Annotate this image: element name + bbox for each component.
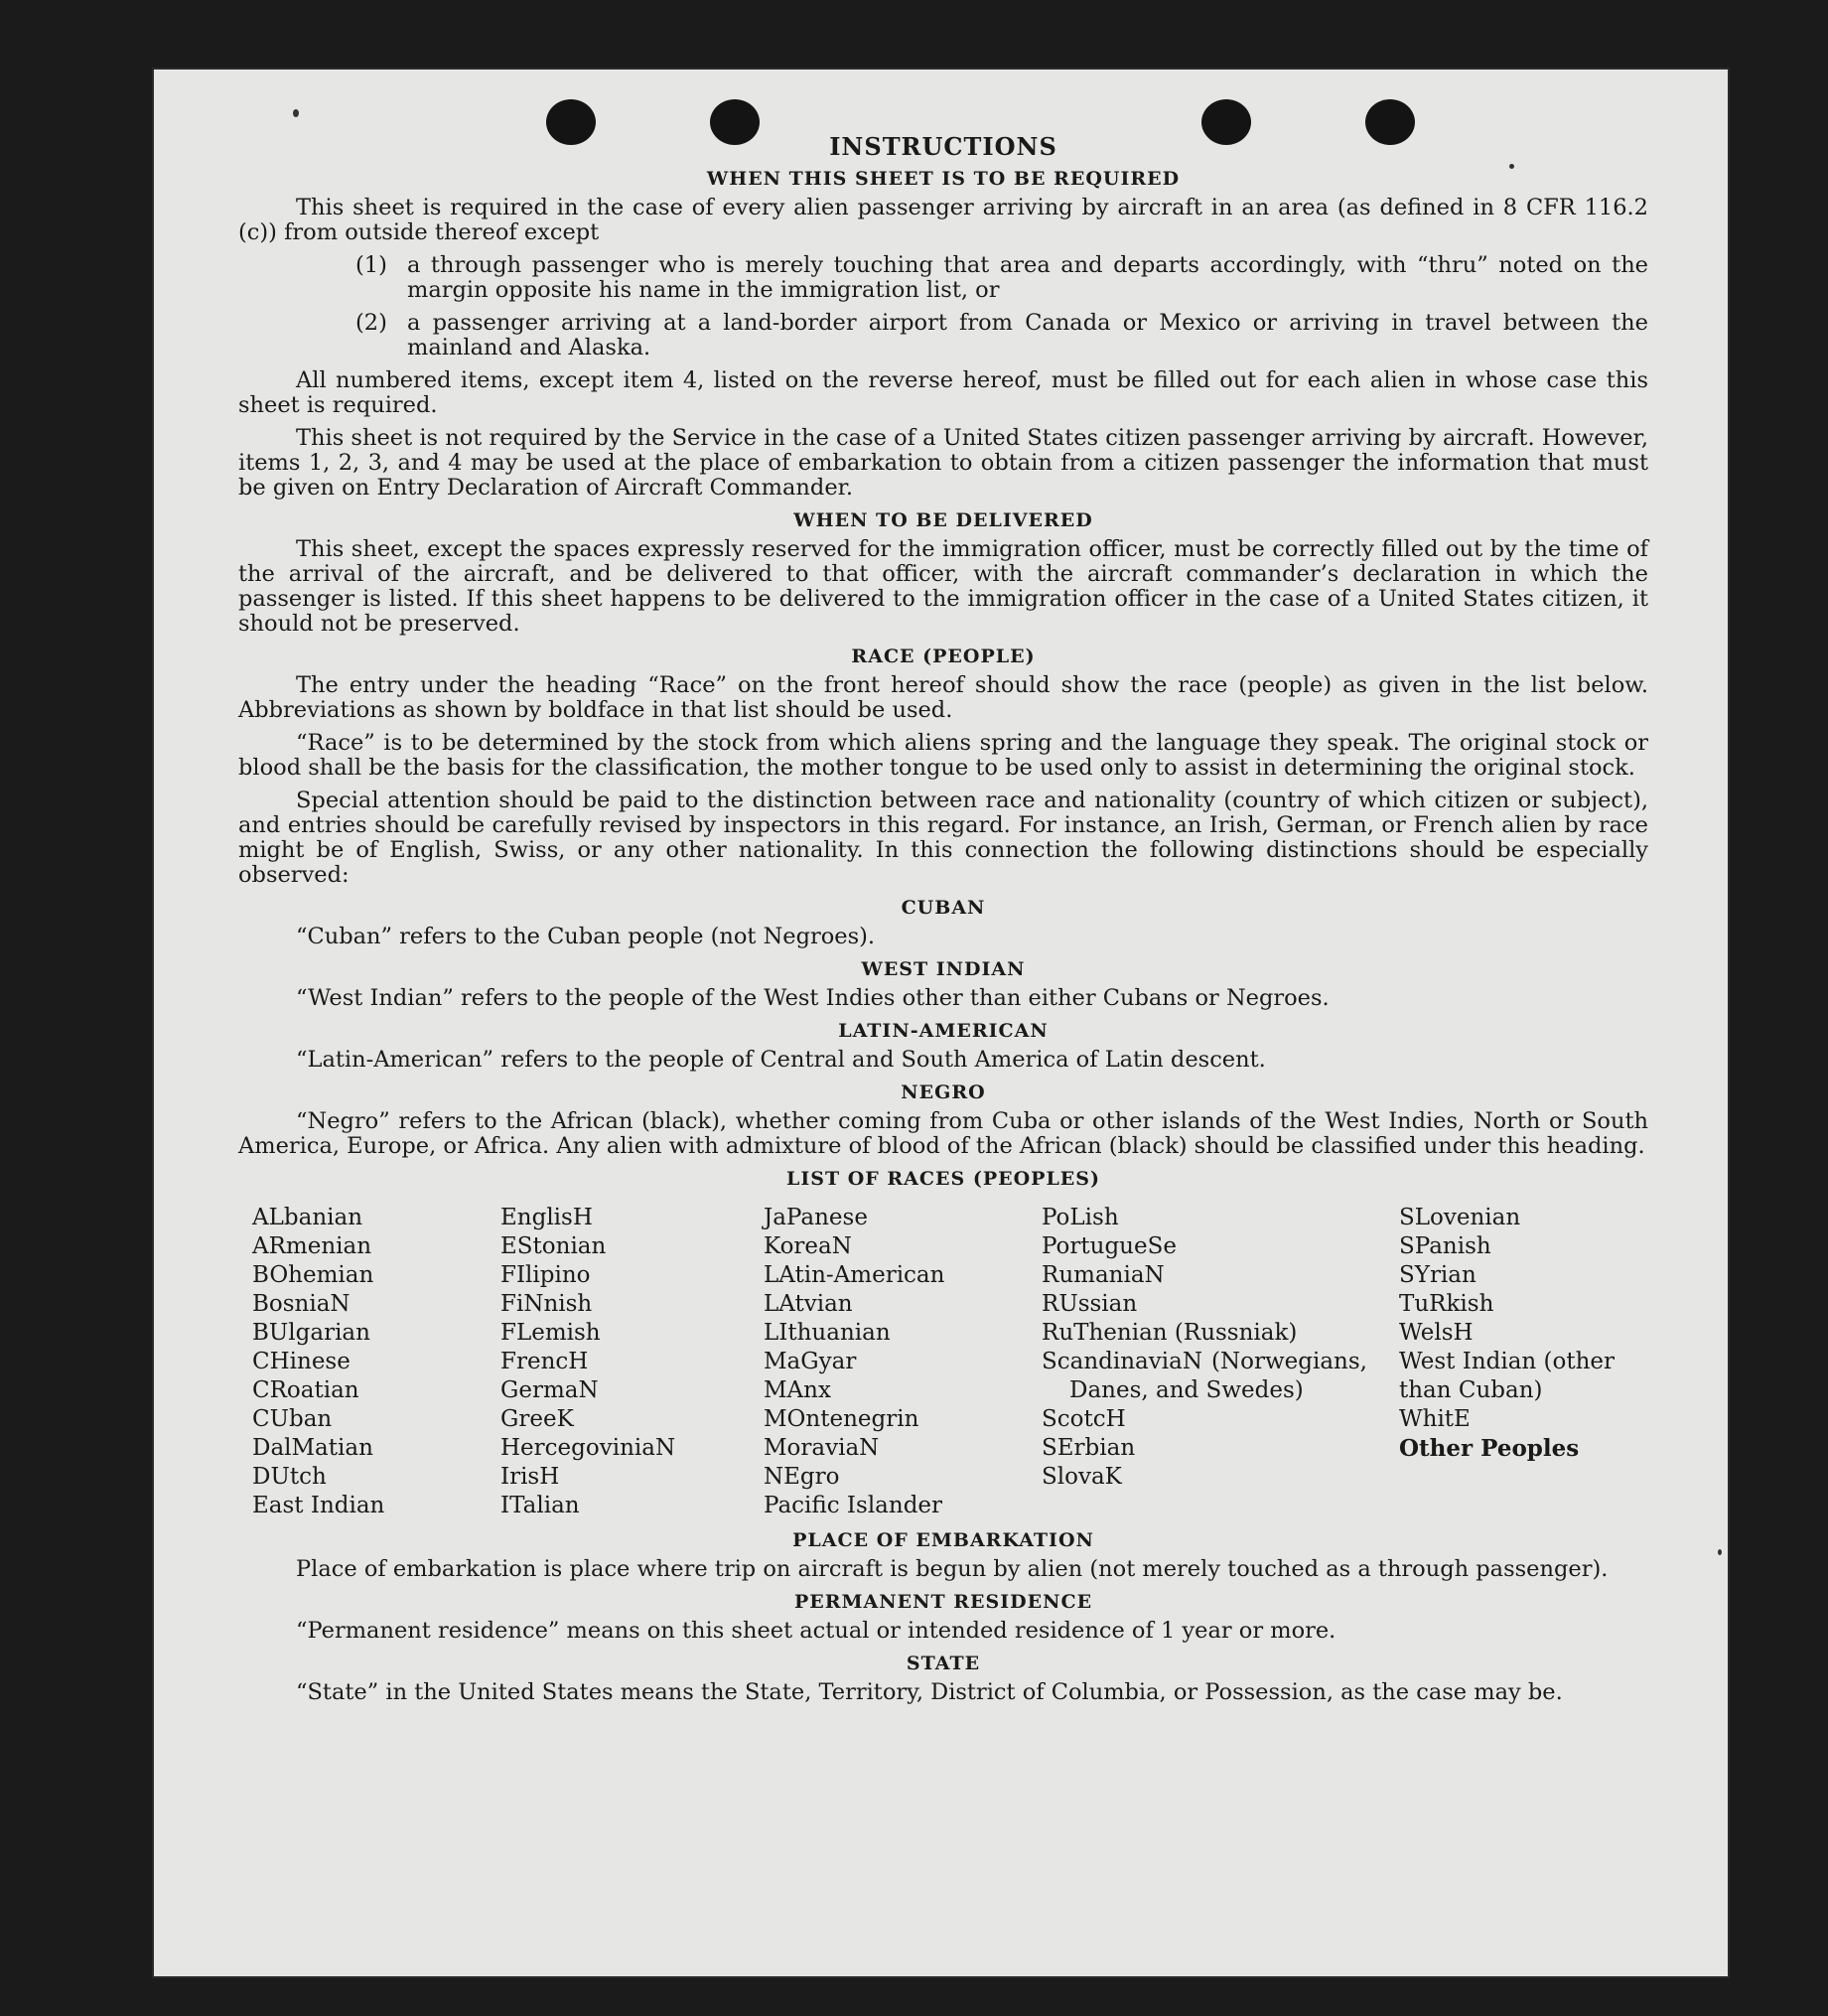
race-entry: PoLish bbox=[1042, 1205, 1119, 1230]
race-column bbox=[764, 1204, 1042, 1520]
race-entry: NEgro bbox=[764, 1464, 840, 1490]
section-heading: PLACE OF EMBARKATION bbox=[792, 1529, 1094, 1551]
race-entry: EStonian bbox=[500, 1233, 607, 1259]
race-entry: SlovaK bbox=[1042, 1464, 1122, 1490]
paragraph: This sheet is not required by the Service in the case of a United States citizen passenger arriving by aircraft. However, items 1, 2, 3, and 4 may be used at the place of embarkation to obtain from a citizen passenger the information that must be given on Entry Declaration of Aircraft Commander. bbox=[238, 425, 1648, 501]
paragraph: “Latin-American” refers to the people of Central and South America of Latin descent. bbox=[296, 1047, 1266, 1073]
race-entry: GreeK bbox=[500, 1406, 574, 1432]
section-heading: LIST OF RACES (PEOPLES) bbox=[786, 1168, 1100, 1190]
section-heading: LATIN-AMERICAN bbox=[838, 1020, 1049, 1042]
section-heading: WHEN THIS SHEET IS TO BE REQUIRED bbox=[706, 168, 1181, 190]
race-entry: BOhemian bbox=[252, 1262, 374, 1288]
race-entry: Other Peoples bbox=[1399, 1435, 1580, 1462]
race-entry: PortugueSe bbox=[1042, 1233, 1177, 1259]
race-entry: SYrian bbox=[1399, 1262, 1476, 1288]
section-heading: NEGRO bbox=[901, 1081, 986, 1103]
race-entry: BUlgarian bbox=[252, 1320, 370, 1346]
race-entry: ARmenian bbox=[252, 1233, 372, 1259]
race-entry: KoreaN bbox=[764, 1233, 852, 1259]
race-entry: FIlipino bbox=[500, 1262, 591, 1288]
race-entry: DUtch bbox=[252, 1464, 327, 1490]
race-entry: MOntenegrin bbox=[764, 1406, 919, 1432]
race-entry: CHinese bbox=[252, 1349, 351, 1374]
paragraph: “Race” is to be determined by the stock from which aliens spring and the language they speak. The original stock or blood shall be the basis for the classification, the mother tongue to be used only to assist in determining the original stock. bbox=[238, 730, 1648, 781]
item-number: (1) bbox=[355, 252, 387, 278]
race-entry: TuRkish bbox=[1399, 1291, 1494, 1317]
race-entry: ScandinaviaN (Norwegians, Danes, and Swedes) bbox=[1042, 1349, 1367, 1403]
race-entry: RuThenian (Russniak) bbox=[1042, 1320, 1298, 1346]
race-entry: LIthuanian bbox=[764, 1320, 891, 1346]
paragraph: “West Indian” refers to the people of the West Indies other than either Cubans or Negroes. bbox=[296, 985, 1330, 1011]
race-entry: JaPanese bbox=[764, 1205, 868, 1230]
race-entry: DalMatian bbox=[252, 1435, 373, 1461]
section-heading: PERMANENT RESIDENCE bbox=[793, 1591, 1093, 1613]
item-text: a through passenger who is merely touching that area and departs accordingly, with “thru” noted on the margin opposite his name in the immigration list, or bbox=[407, 252, 1648, 303]
race-entry: ITalian bbox=[500, 1493, 580, 1518]
race-entry: GermaN bbox=[500, 1377, 599, 1403]
item-number: (2) bbox=[355, 310, 387, 336]
race-column bbox=[1042, 1204, 1399, 1520]
race-column bbox=[500, 1204, 764, 1520]
numbered-item bbox=[355, 311, 1648, 360]
paragraph: This sheet, except the spaces expressly reserved for the immigration officer, must be correctly filled out by the time of the arrival of the aircraft, and be delivered to that officer, with the aircraft commander’s declaration in which the passenger is listed. If this sheet happens to be delivered to the immigration officer in the case of a United States citizen, it should not be preserved. bbox=[238, 536, 1648, 637]
race-entry: ALbanian bbox=[252, 1205, 363, 1230]
race-entry: CUban bbox=[252, 1406, 333, 1432]
race-entry: ScotcH bbox=[1042, 1406, 1126, 1432]
race-entry: FrencH bbox=[500, 1349, 589, 1374]
race-entry: RUssian bbox=[1042, 1291, 1138, 1317]
race-entry: MoraviaN bbox=[764, 1435, 880, 1461]
section-heading: WHEN TO BE DELIVERED bbox=[793, 509, 1093, 531]
paragraph: “State” in the United States means the State, Territory, District of Columbia, or Possession, as the case may be. bbox=[296, 1679, 1563, 1705]
race-entry: East Indian bbox=[252, 1493, 385, 1518]
race-entry: IrisH bbox=[500, 1464, 560, 1490]
race-entry: FiNnish bbox=[500, 1291, 593, 1317]
race-entry: RumaniaN bbox=[1042, 1262, 1165, 1288]
section-heading: WEST INDIAN bbox=[861, 958, 1026, 980]
race-entry: EnglisH bbox=[500, 1205, 593, 1230]
paragraph: Place of embarkation is place where trip on aircraft is begun by alien (not merely touched as a through passenger). bbox=[296, 1556, 1609, 1582]
race-column bbox=[1399, 1204, 1662, 1520]
section-heading: RACE (PEOPLE) bbox=[851, 646, 1036, 667]
paragraph: Special attention should be paid to the distinction between race and nationality (country of which citizen or subject), and entries should be carefully revised by inspectors in this regard. For instance, an Irish, German, or French alien by race might be of English, Swiss, or any other nationality. In this connection the following distinctions should be especially observed: bbox=[238, 788, 1648, 888]
race-entry: Pacific Islander bbox=[764, 1493, 943, 1518]
paragraph: This sheet is required in the case of every alien passenger arriving by aircraft in an area (as defined in 8 CFR 116.2 (c)) from outside thereof except bbox=[238, 195, 1648, 245]
speck bbox=[1718, 1549, 1722, 1555]
race-entry: SPanish bbox=[1399, 1233, 1491, 1259]
paragraph: “Negro” refers to the African (black), whether coming from Cuba or other islands of the West Indies, North or South America, Europe, or Africa. Any alien with admixture of blood of the African (black) should be classified under this heading. bbox=[238, 1108, 1648, 1159]
race-entry: BosniaN bbox=[252, 1291, 351, 1317]
paragraph: “Cuban” refers to the Cuban people (not Negroes). bbox=[296, 924, 876, 949]
race-entry: West Indian (other than Cuban) bbox=[1399, 1349, 1616, 1403]
instructions-content bbox=[238, 134, 1648, 1713]
race-entry: LAtin-American bbox=[764, 1262, 945, 1288]
numbered-item bbox=[355, 253, 1648, 303]
race-entry: SLovenian bbox=[1399, 1205, 1521, 1230]
document-sheet bbox=[154, 70, 1728, 1976]
paragraph: All numbered items, except item 4, listed on the reverse hereof, must be filled out for each alien in whose case this sheet is required. bbox=[238, 367, 1648, 418]
race-entry: MAnx bbox=[764, 1377, 831, 1403]
race-entry: SErbian bbox=[1042, 1435, 1136, 1461]
race-entry: CRoatian bbox=[252, 1377, 359, 1403]
race-entry: WhitE bbox=[1399, 1406, 1471, 1432]
paragraph: “Permanent residence” means on this sheet actual or intended residence of 1 year or more. bbox=[296, 1618, 1336, 1644]
race-entry: HercegoviniaN bbox=[500, 1435, 676, 1461]
race-entry: LAtvian bbox=[764, 1291, 853, 1317]
section-heading: STATE bbox=[906, 1653, 981, 1674]
paragraph: The entry under the heading “Race” on the front hereof should show the race (people) as given in the list below. Abbreviations as shown by boldface in that list should be used. bbox=[238, 672, 1648, 723]
item-text: a passenger arriving at a land-border airport from Canada or Mexico or arriving in travel between the mainland and Alaska. bbox=[407, 310, 1648, 360]
race-entry: FLemish bbox=[500, 1320, 601, 1346]
section-heading: CUBAN bbox=[901, 897, 986, 919]
race-entry: WelsH bbox=[1399, 1320, 1474, 1346]
race-entry: MaGyar bbox=[764, 1349, 857, 1374]
race-column bbox=[252, 1204, 500, 1520]
race-list bbox=[252, 1204, 1648, 1520]
page-title: INSTRUCTIONS bbox=[829, 132, 1057, 161]
speck bbox=[293, 109, 299, 117]
